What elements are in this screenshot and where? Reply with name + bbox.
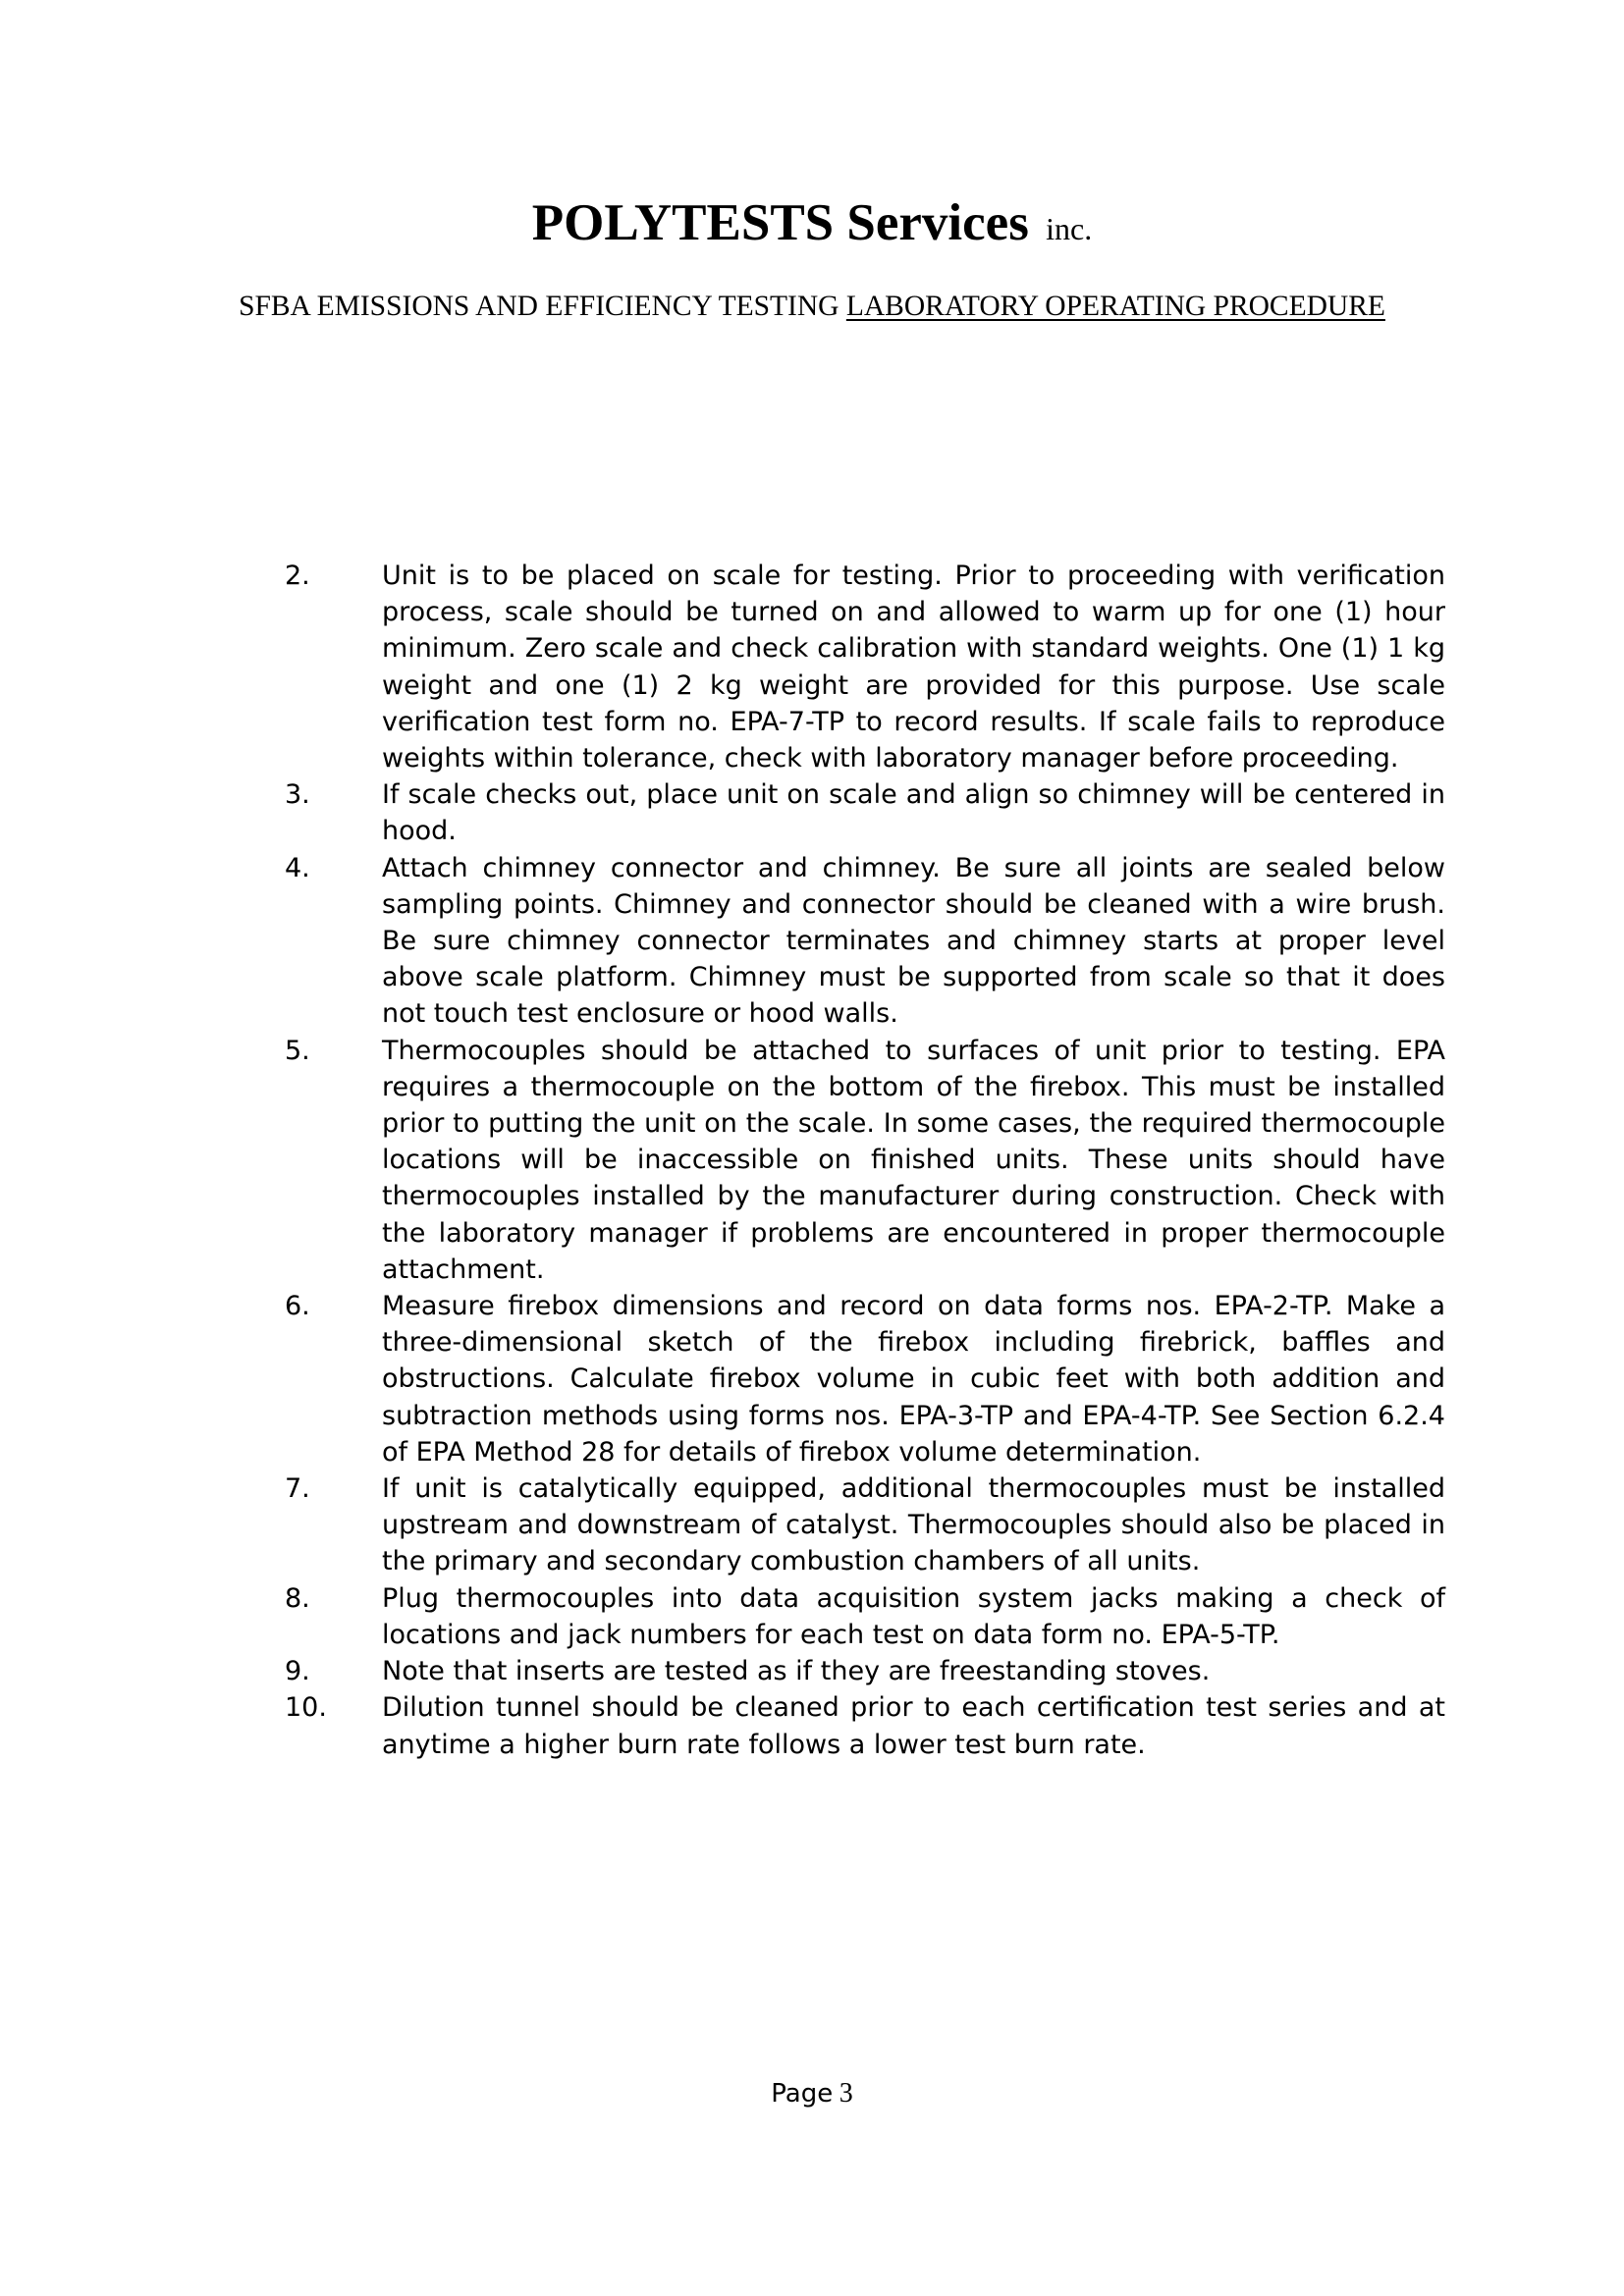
step-number: 8. (285, 1582, 310, 1614)
company-suffix: inc. (1046, 211, 1093, 246)
procedure-step (285, 850, 1445, 1033)
procedure-step (285, 1580, 1445, 1653)
step-number: 4. (285, 852, 310, 883)
step-text: Plug thermocouples into data acquisition system jacks making a check of locations and jack numbers for each test on data form no. EPA-5-TP. (382, 1582, 1445, 1650)
step-text: If scale checks out, place unit on scale and align so chimney will be centered in hood. (382, 779, 1445, 847)
step-number: 2. (285, 561, 310, 591)
step-number: 3. (285, 779, 310, 811)
step-text: Measure firebox dimensions and record on data forms nos. EPA-2-TP. Make a three-dimensional sketch of the firebox including firebrick, baffles and obstructions. Calculate firebox volume in cubic feet with both addition and subtraction methods using forms nos. EPA-3-TP and EPA-4-TP. See Section 6.2.4 of EPA Method 28 for details of firebox volume determination. (382, 1291, 1445, 1468)
step-number: 10. (285, 1692, 327, 1724)
company-title (0, 188, 1624, 263)
step-number: 5. (285, 1035, 310, 1066)
step-text: Note that inserts are tested as if they are freestanding stoves. (382, 1656, 1211, 1687)
step-number: 9. (285, 1656, 310, 1687)
step-text: If unit is catalytically equipped, additional thermocouples must be installed upstream and downstream of catalyst. Thermocouples should also be placed in the primary and secondary combustion chambers of all units. (382, 1473, 1445, 1577)
page-label: Page (771, 2079, 834, 2109)
step-number: 6. (285, 1291, 310, 1322)
procedure-step (285, 1033, 1445, 1288)
step-text: Thermocouples should be attached to surfaces of unit prior to testing. EPA requires a thermocouple on the bottom of the firebox. This must be installed prior to putting the unit on the scale. In some cases, the required thermocouple locations will be inaccessible on finished units. These units should have thermocouples installed by the manufacturer during construction. Check with the laboratory manager if problems are encountered in proper thermocouple attachment. (382, 1035, 1445, 1285)
document-subtitle (177, 288, 1447, 326)
subtitle-plain: SFBA EMISSIONS AND EFFICIENCY TESTING (239, 291, 846, 322)
procedure-step (285, 1470, 1445, 1580)
page-number: 3 (839, 2078, 853, 2109)
step-text: Unit is to be placed on scale for testing. Prior to proceeding with verification process, scale should be turned on and allowed to warm up for one (1) hour minimum. Zero scale and check calibration with standard weights. One (1) 1 kg weight and one (1) 2 kg weight are provided for this purpose. Use scale verification test form no. EPA-7-TP to record results. If scale fails to reproduce weights within tolerance, check with laboratory manager before proceeding. (382, 561, 1445, 774)
procedure-step (285, 1653, 1445, 1689)
procedure-step (285, 776, 1445, 849)
procedure-step (285, 1288, 1445, 1470)
company-name: POLYTESTS Services (531, 194, 1029, 251)
subtitle-underlined: LABORATORY OPERATING PROCEDURE (845, 291, 1385, 322)
step-number: 7. (285, 1473, 310, 1505)
procedure-step (285, 1689, 1445, 1762)
step-text: Dilution tunnel should be cleaned prior to each certification test series and at anytime a higher burn rate follows a lower test burn rate. (382, 1692, 1445, 1760)
procedure-list (285, 558, 1445, 1763)
page-footer (0, 2077, 1624, 2110)
step-text: Attach chimney connector and chimney. Be sure all joints are sealed below sampling points. Chimney and connector should be cleaned with a wire brush. Be sure chimney connector terminates and chimney starts at proper level above scale platform. Chimney must be supported from scale so that it does not touch test enclosure or hood walls. (382, 852, 1445, 1030)
procedure-step (285, 558, 1445, 776)
